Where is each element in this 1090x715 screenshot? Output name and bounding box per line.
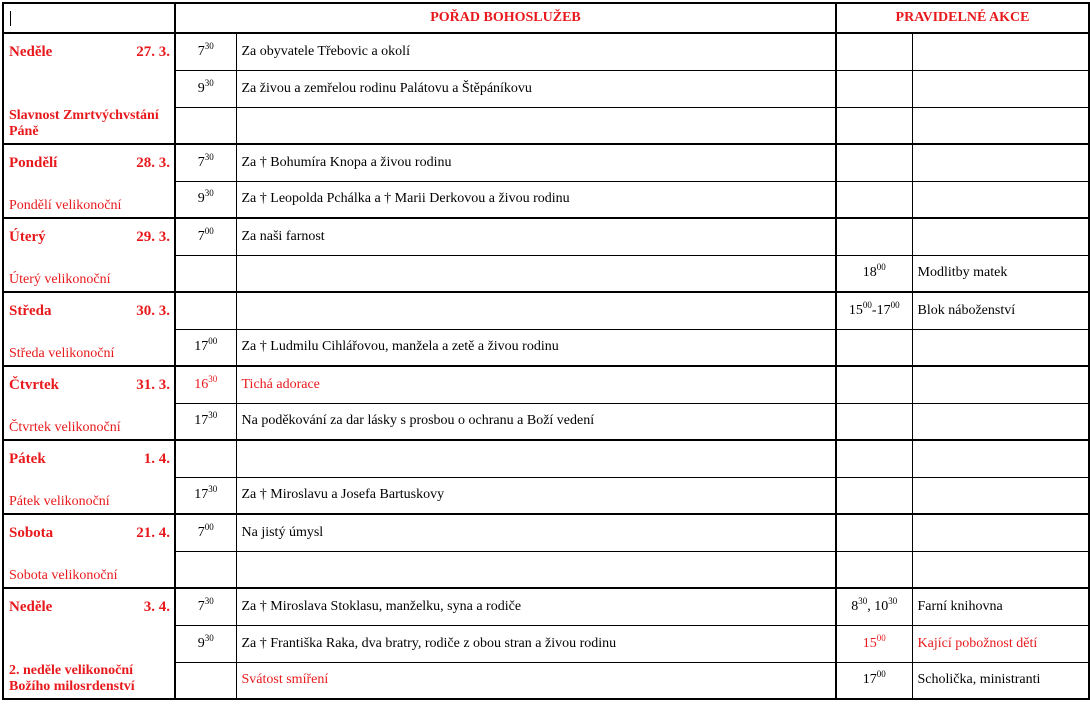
service-intention: Za † Miroslavu a Josefa Bartuskovy [236,477,836,514]
event-name: Modlitby matek [912,255,1089,292]
day-date: 27. 3. [136,44,170,60]
event-time [836,514,912,551]
day-subtitle: Slavnost Zmrtvýchvstání Páně [9,108,159,139]
service-time [175,70,236,107]
time-hour: 9 [197,635,205,651]
service-time [175,255,236,292]
service-intention: Na jistý úmysl [236,514,836,551]
day-subtitle: Pátek velikonoční [9,494,110,509]
day-name: Středa [9,303,52,319]
service-intention [236,440,836,477]
day-date: 1. 4. [143,451,170,467]
schedule-row [3,33,1089,70]
day-subtitle: Sobota velikonoční [9,568,118,583]
time-minutes: 00 [876,262,886,273]
time-minutes: 30 [204,151,214,162]
service-time [175,440,236,477]
service-intention: Tichá adorace [236,366,836,403]
time-hour: 9 [197,80,205,96]
day-name: Neděle [9,599,53,615]
time-hour: 8 [851,598,859,614]
event-name [912,329,1089,366]
event-time [836,107,912,144]
service-time [175,33,236,70]
time-hour: 17 [862,672,877,688]
event-time [836,218,912,255]
event-time [836,440,912,477]
time-hour: 7 [197,524,205,540]
time-minutes: 30 [204,188,214,199]
day-name: Pondělí [9,155,58,171]
day-name: Čtvrtek [9,377,59,393]
service-intention: Za † Bohumíra Knopa a živou rodinu [236,144,836,181]
time-hour-2: , 10 [867,598,889,614]
time-hour: 15 [862,635,877,651]
service-intention: Za † Ludmilu Cihlářovou, manžela a zetě a živou rodinu [236,329,836,366]
header-services: POŘAD BOHOSLUŽEB [175,3,836,33]
event-time [836,292,912,329]
event-time [836,662,912,699]
time-minutes: 30 [204,77,214,88]
time-minutes: 00 [204,225,214,236]
day-cell [3,440,175,514]
event-name [912,477,1089,514]
service-intention: Svátost smíření [236,662,836,699]
day-date: 3. 4. [143,599,170,615]
event-name [912,181,1089,218]
event-name [912,33,1089,70]
service-time [175,403,236,440]
time-hour: 18 [862,265,877,281]
event-time [836,144,912,181]
event-name [912,440,1089,477]
event-time [836,70,912,107]
event-name: Farní knihovna [912,588,1089,625]
day-date: 31. 3. [136,377,170,393]
service-time [175,144,236,181]
service-intention [236,551,836,588]
time-hour: 15 [848,302,863,318]
service-intention: Za † Leopolda Pchálka a † Marii Derkovou a živou rodinu [236,181,836,218]
day-date: 29. 3. [136,229,170,245]
service-intention [236,292,836,329]
service-time [175,625,236,662]
day-name: Úterý [9,229,46,245]
service-time [175,551,236,588]
day-cell [3,588,175,699]
time-minutes: 30 [858,595,868,606]
time-hour: 17 [194,487,209,503]
service-intention: Za naši farnost [236,218,836,255]
time-hour: 7 [197,228,205,244]
event-time [836,477,912,514]
day-cell [3,33,175,144]
service-time [175,662,236,699]
time-hour: 17 [194,413,209,429]
time-minutes-2: 30 [888,595,898,606]
event-name [912,403,1089,440]
day-date: 30. 3. [136,303,170,319]
service-time [175,329,236,366]
time-minutes-2: 00 [890,299,900,310]
event-name [912,144,1089,181]
schedule-row [3,292,1089,329]
schedule-row [3,588,1089,625]
time-hour: 7 [197,154,205,170]
header-events: PRAVIDELNÉ AKCE [836,3,1089,33]
service-time [175,107,236,144]
service-intention: Za živou a zemřelou rodinu Palátovu a Štěpáníkovu [236,70,836,107]
day-name: Neděle [9,44,53,60]
event-time [836,551,912,588]
time-minutes: 30 [208,410,218,421]
event-name [912,70,1089,107]
event-time [836,255,912,292]
event-time [836,403,912,440]
service-intention [236,255,836,292]
time-hour-2: -17 [871,302,891,318]
schedule-row [3,144,1089,181]
time-minutes: 30 [208,373,218,384]
time-minutes: 00 [208,336,218,347]
service-time [175,588,236,625]
day-subtitle: Čtvrtek velikonoční [9,420,121,435]
day-date: 28. 3. [136,155,170,171]
time-hour: 16 [194,376,209,392]
service-intention: Za obyvatele Třebovic a okolí [236,33,836,70]
header-corner [3,3,175,33]
time-hour: 7 [197,598,205,614]
service-time [175,218,236,255]
event-time [836,588,912,625]
schedule-table [2,2,1090,700]
service-time [175,181,236,218]
event-name [912,107,1089,144]
service-time [175,477,236,514]
day-cell [3,292,175,366]
event-name [912,366,1089,403]
header-row [3,3,1089,33]
service-intention: Za † Miroslava Stoklasu, manželku, syna a rodiče [236,588,836,625]
event-time [836,366,912,403]
day-subtitle: Úterý velikonoční [9,272,111,287]
time-minutes: 30 [204,40,214,51]
service-intention [236,107,836,144]
service-time [175,292,236,329]
day-name: Pátek [9,451,46,467]
time-minutes: 00 [204,521,214,532]
event-name: Blok náboženství [912,292,1089,329]
event-time [836,181,912,218]
event-time [836,329,912,366]
event-name: Scholička, ministranti [912,662,1089,699]
day-subtitle: Pondělí velikonoční [9,198,122,213]
event-name [912,551,1089,588]
time-minutes: 00 [876,632,886,643]
day-cell [3,514,175,588]
day-date: 21. 4. [136,525,170,541]
text-cursor [10,11,11,26]
time-minutes: 30 [204,632,214,643]
service-time [175,514,236,551]
schedule-row [3,440,1089,477]
event-name [912,218,1089,255]
time-minutes: 00 [876,669,886,680]
event-name: Kající pobožnost dětí [912,625,1089,662]
day-cell [3,218,175,292]
time-minutes: 00 [862,299,872,310]
time-hour: 9 [197,191,205,207]
time-minutes: 30 [208,484,218,495]
day-name: Sobota [9,525,54,541]
service-time [175,366,236,403]
day-cell [3,366,175,440]
time-hour: 17 [194,339,209,355]
day-subtitle: 2. neděle velikonoční Božího milosrdenství [9,663,135,694]
event-name [912,514,1089,551]
schedule-row [3,366,1089,403]
time-minutes: 30 [204,595,214,606]
day-cell [3,144,175,218]
event-time [836,625,912,662]
service-intention: Za † Františka Raka, dva bratry, rodiče z obou stran a živou rodinu [236,625,836,662]
day-subtitle: Středa velikonoční [9,346,115,361]
service-intention: Na poděkování za dar lásky s prosbou o ochranu a Boží vedení [236,403,836,440]
schedule-row [3,514,1089,551]
time-hour: 7 [197,43,205,59]
schedule-row [3,218,1089,255]
event-time [836,33,912,70]
